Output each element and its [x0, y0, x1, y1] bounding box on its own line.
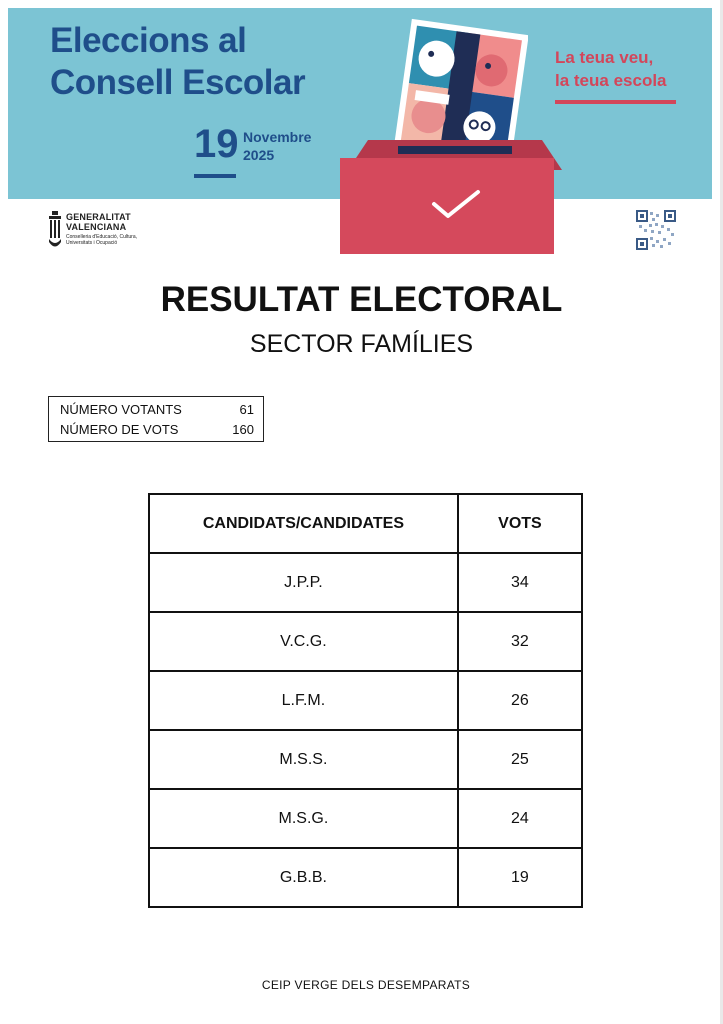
date-month: Novembre	[243, 129, 312, 145]
page-title: RESULTAT ELECTORAL	[160, 280, 563, 319]
results-table	[148, 493, 583, 908]
table-header-row	[149, 494, 582, 553]
stat-value: 160	[232, 422, 254, 437]
table-row	[149, 553, 582, 612]
stat-label: NÚMERO VOTANTS	[60, 402, 182, 417]
table-row	[149, 612, 582, 671]
banner-title-line2: Consell Escolar	[50, 63, 306, 102]
banner-title-line1: Eleccions al	[50, 21, 247, 60]
school-name: CEIP VERGE DELS DESEMPARATS	[261, 978, 471, 992]
candidate-cell: L.F.M.	[149, 671, 458, 730]
check-icon	[430, 186, 482, 222]
generalitat-department	[66, 234, 156, 246]
column-header-candidates: CANDIDATS/CANDIDATES	[149, 494, 458, 553]
generalitat-department-line2: Universitats i Ocupació	[66, 240, 118, 246]
stat-row-votes	[60, 420, 254, 440]
table-row	[149, 848, 582, 907]
table-row	[149, 671, 582, 730]
slogan-line1: La teua veu,	[555, 48, 654, 67]
page-subtitle: SECTOR FAMÍLIES	[249, 330, 474, 358]
votes-cell: 24	[458, 789, 582, 848]
banner-title	[50, 20, 350, 104]
candidate-cell: M.S.G.	[149, 789, 458, 848]
votes-cell: 34	[458, 553, 582, 612]
slogan-line2: la teua escola	[555, 71, 667, 90]
votes-cell: 25	[458, 730, 582, 789]
generalitat-name-line2: VALENCIANA	[66, 222, 127, 232]
generalitat-name-line1: GENERALITAT	[66, 212, 131, 222]
date-day: 19	[194, 122, 239, 166]
slogan	[555, 46, 705, 92]
votes-cell: 32	[458, 612, 582, 671]
date-month-year	[243, 128, 311, 164]
generalitat-logo	[48, 210, 158, 254]
stat-row-voters	[60, 400, 254, 420]
generalitat-emblem-icon	[48, 211, 62, 249]
date-year: 2025	[243, 147, 275, 163]
column-header-votes: VOTS	[458, 494, 582, 553]
slogan-underline	[555, 100, 676, 104]
candidate-cell: V.C.G.	[149, 612, 458, 671]
table-row	[149, 730, 582, 789]
candidate-cell: M.S.S.	[149, 730, 458, 789]
votes-cell: 19	[458, 848, 582, 907]
votes-cell: 26	[458, 671, 582, 730]
date-underline	[194, 174, 236, 178]
stats-box	[48, 396, 264, 442]
stat-value: 61	[239, 402, 254, 417]
qr-code	[636, 210, 676, 250]
generalitat-department-line1: Conselleria d'Educació, Cultura,	[66, 234, 137, 240]
stat-label: NÚMERO DE VOTS	[60, 422, 179, 437]
candidate-cell: G.B.B.	[149, 848, 458, 907]
table-row	[149, 789, 582, 848]
candidate-cell: J.P.P.	[149, 553, 458, 612]
generalitat-name	[66, 212, 131, 232]
